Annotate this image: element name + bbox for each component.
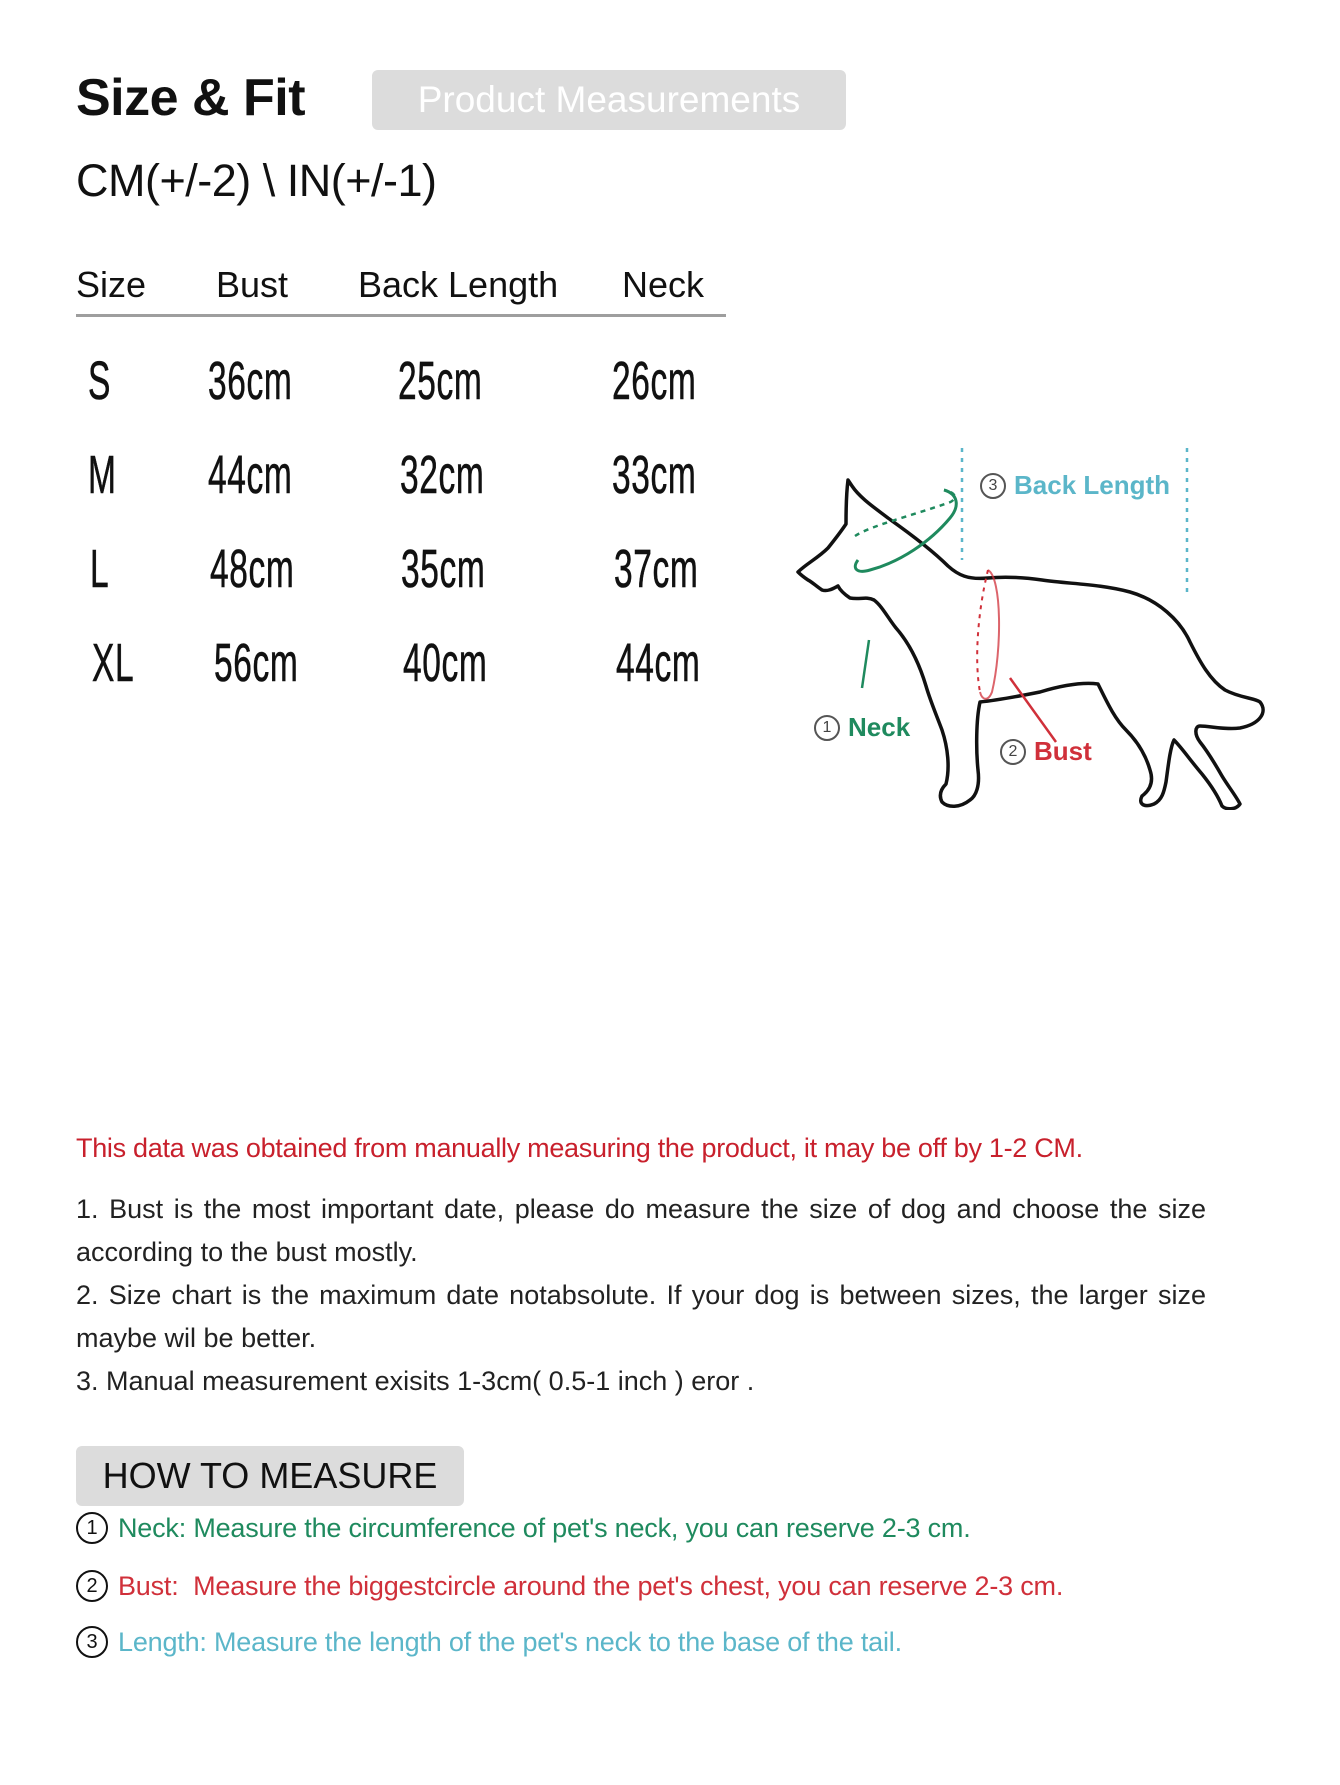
- number-2-icon: 2: [1000, 739, 1026, 765]
- cell-size: XL: [92, 633, 135, 693]
- bust-pointer-line: [1010, 678, 1056, 742]
- cell-size: M: [88, 445, 117, 505]
- how-step-bust: [76, 1570, 1063, 1602]
- column-header-neck: Neck: [622, 264, 705, 305]
- note-item: 1. Bust is the most important date, please do measure the size of dog and choose the size according to the bust mostly.: [76, 1194, 1206, 1267]
- cell-bust: 48cm: [210, 539, 295, 599]
- bust-ring-back: [977, 570, 988, 692]
- how-step-length: [76, 1626, 902, 1658]
- cell-bust: 56cm: [214, 633, 299, 693]
- page-title: Size & Fit: [76, 69, 306, 127]
- cell-neck: 26cm: [612, 351, 697, 411]
- bust-text: Bust: [1034, 736, 1092, 766]
- number-2-icon: 2: [76, 1570, 108, 1602]
- notes-list: [76, 1188, 1206, 1403]
- dog-measurement-diagram: [770, 430, 1270, 810]
- cell-size: L: [90, 539, 110, 599]
- back-length-text: Back Length: [1014, 470, 1171, 500]
- cell-back-length: 25cm: [398, 351, 483, 411]
- unit-tolerance-note: CM(+/-2) \ IN(+/-1): [76, 155, 437, 206]
- column-header-size: Size: [76, 264, 147, 305]
- product-measurements-badge: Product Measurements: [372, 70, 846, 130]
- measurement-warning: This data was obtained from manually measuring the product, it may be off by 1-2 CM.: [76, 1133, 1083, 1163]
- table-header-divider: [76, 314, 726, 317]
- number-1-icon: 1: [814, 715, 840, 741]
- cell-bust: 36cm: [208, 351, 293, 411]
- neck-pointer-line: [862, 640, 869, 688]
- how-step-text: Length: Measure the length of the pet's neck to the base of the tail.: [118, 1626, 902, 1657]
- how-step-neck: [76, 1512, 971, 1544]
- number-3-icon: 3: [76, 1626, 108, 1658]
- bust-label: [1000, 736, 1092, 767]
- note-item: 3. Manual measurement exisits 1-3cm( 0.5-1 inch ) eror .: [76, 1366, 755, 1396]
- column-header-bust: Bust: [216, 264, 289, 305]
- cell-neck: 44cm: [616, 633, 701, 693]
- how-step-text: Neck: Measure the circumference of pet's neck, you can reserve 2-3 cm.: [118, 1512, 971, 1543]
- column-header-back-length: Back Length: [358, 264, 559, 305]
- neck-text: Neck: [848, 712, 911, 742]
- cell-back-length: 35cm: [401, 539, 486, 599]
- cell-neck: 33cm: [612, 445, 697, 505]
- cell-size: S: [88, 351, 111, 411]
- cell-neck: 37cm: [614, 539, 699, 599]
- cell-back-length: 32cm: [400, 445, 485, 505]
- how-to-measure-heading: HOW TO MEASURE: [76, 1446, 464, 1506]
- cell-bust: 44cm: [208, 445, 293, 505]
- number-3-icon: 3: [980, 473, 1006, 499]
- note-item: 2. Size chart is the maximum date notabsolute. If your dog is between sizes, the larger size maybe wil be better.: [76, 1280, 1206, 1353]
- number-1-icon: 1: [76, 1512, 108, 1544]
- cell-back-length: 40cm: [403, 633, 488, 693]
- neck-label: [814, 712, 910, 743]
- back-length-label: [980, 470, 1170, 501]
- how-step-text: Bust: Measure the biggestcircle around the pet's chest, you can reserve 2-3 cm.: [118, 1570, 1064, 1601]
